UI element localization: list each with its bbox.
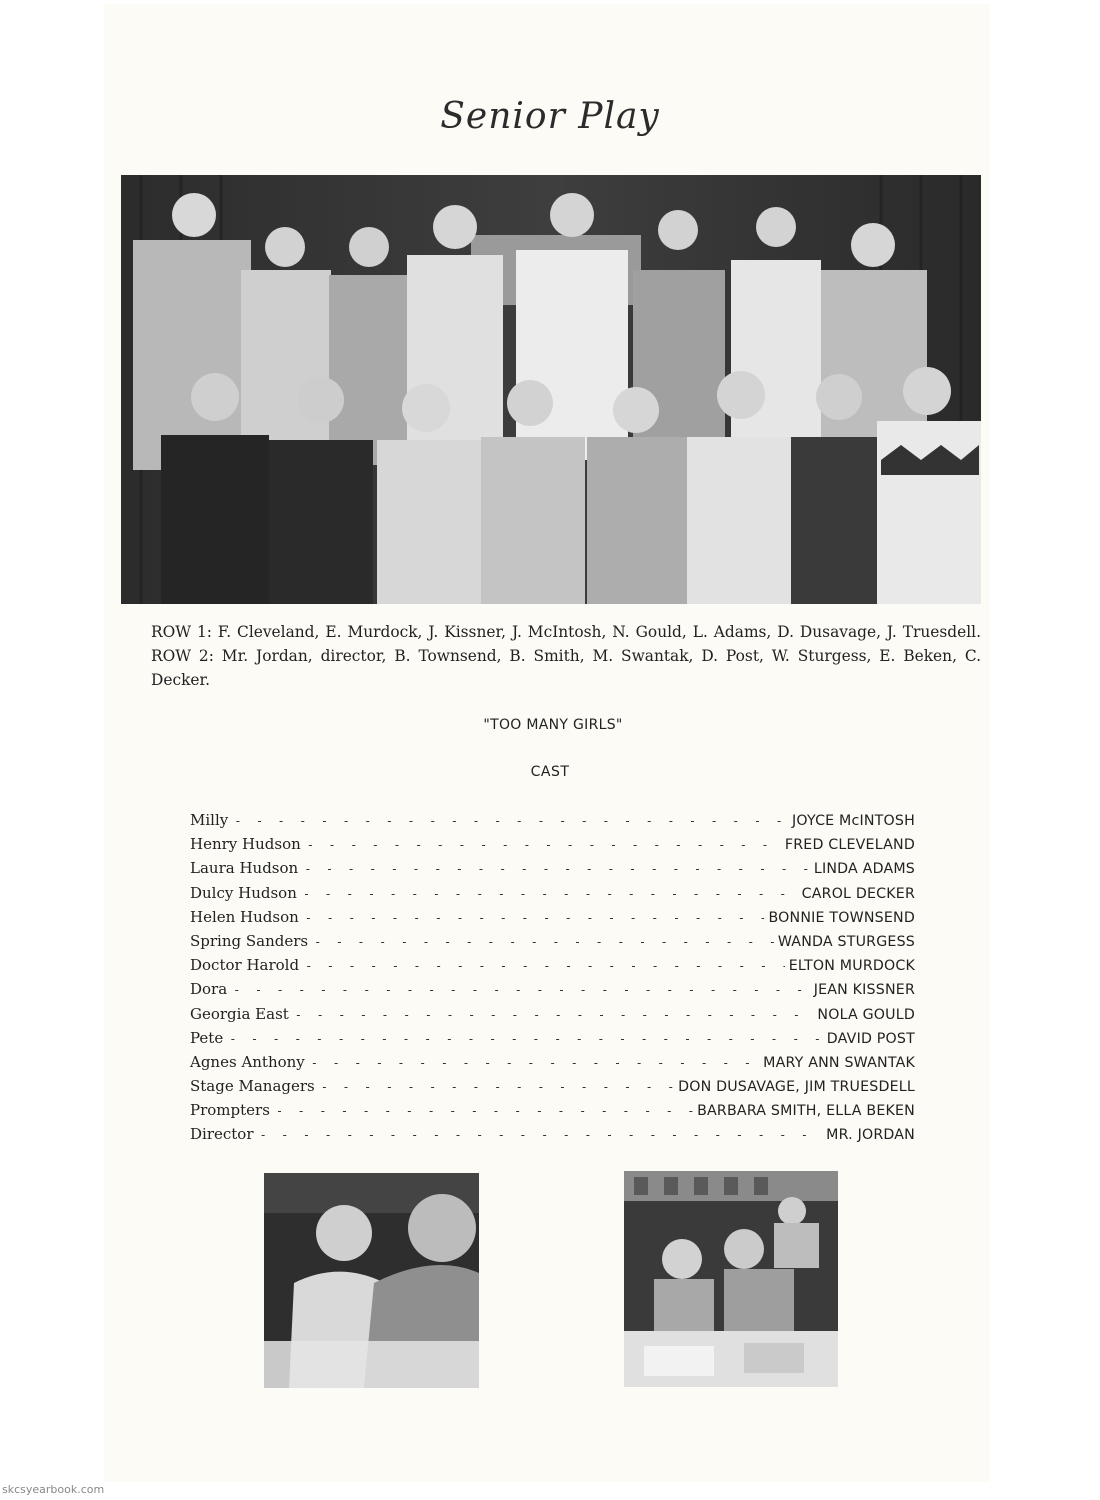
cast-actor: DON DUSAVAGE, JIM TRUESDELL	[678, 1079, 915, 1096]
dot-leader	[311, 1056, 759, 1070]
cast-actor: BONNIE TOWNSEND	[768, 909, 915, 926]
cast-role: Dora	[190, 980, 228, 999]
cast-role: Stage Managers	[190, 1077, 315, 1096]
cast-role: Helen Hudson	[190, 907, 299, 926]
cast-actor: NOLA GOULD	[817, 1006, 915, 1023]
cast-role: Agnes Anthony	[190, 1052, 305, 1071]
cast-actor: DAVID POST	[826, 1030, 915, 1047]
cast-role: Prompters	[190, 1101, 270, 1120]
dot-leader	[314, 935, 774, 949]
cast-row	[190, 884, 915, 908]
cast-list	[190, 811, 915, 1150]
cast-actor: FRED CLEVELAND	[784, 837, 915, 854]
cast-role: Henry Hudson	[190, 835, 301, 854]
cast-row	[190, 1053, 915, 1077]
dot-leader	[304, 862, 810, 876]
cast-role: Pete	[190, 1028, 224, 1047]
makeup-photo-left	[264, 1173, 479, 1388]
makeup-photo-right	[624, 1171, 838, 1387]
cast-actor: JOYCE McINTOSH	[792, 813, 915, 829]
cast-actor: ELTON MURDOCK	[788, 958, 915, 975]
dot-leader	[303, 887, 798, 901]
cast-row	[190, 859, 915, 883]
cast-actor: CAROL DECKER	[801, 885, 915, 902]
watermark: skcsyearbook.com	[2, 1483, 105, 1496]
dot-leader	[229, 1032, 823, 1046]
cast-row	[190, 932, 915, 956]
photo-caption: ROW 1: F. Cleveland, E. Murdock, J. Kissner, J. McIntosh, N. Gould, L. Adams, D. Dusavage, J. Truesdell. ROW 2: Mr. Jordan, director, B. Townsend, B. Smith, M. Swantak, D. Post, W. Sturgess, E. Beken, C. Decker.	[151, 623, 981, 689]
dot-leader	[276, 1104, 693, 1118]
cast-role: Dulcy Hudson	[190, 883, 297, 902]
cast-actor: MR. JORDAN	[826, 1127, 915, 1144]
cast-role: Spring Sanders	[190, 931, 309, 950]
cast-actor: BARBARA SMITH, ELLA BEKEN	[697, 1103, 915, 1120]
dot-leader	[321, 1080, 674, 1094]
page-title: Senior Play	[440, 96, 660, 137]
cast-actor: LINDA ADAMS	[813, 861, 915, 878]
cast-role: Laura Hudson	[190, 859, 299, 878]
cast-row	[190, 1029, 915, 1053]
cast-row	[190, 811, 915, 835]
cast-actor: WANDA STURGESS	[777, 933, 915, 950]
dot-leader	[305, 911, 765, 925]
cast-row	[190, 956, 915, 980]
dot-leader	[307, 838, 781, 852]
cast-actor: JEAN KISSNER	[813, 982, 915, 999]
makeup-photo-right-image	[624, 1171, 838, 1387]
cast-row	[190, 1077, 915, 1101]
dot-leader	[295, 1008, 814, 1022]
cast-row	[190, 835, 915, 859]
dot-leader	[305, 959, 785, 973]
cast-actor: MARY ANN SWANTAK	[763, 1054, 915, 1071]
cast-role: Georgia East	[190, 1004, 289, 1023]
dot-leader	[260, 1128, 823, 1142]
cast-role: Doctor Harold	[190, 956, 300, 975]
makeup-photo-left-image	[264, 1173, 479, 1388]
group-photo	[121, 175, 981, 604]
dot-leader	[234, 814, 788, 828]
group-photo-image	[121, 175, 981, 604]
cast-row	[190, 1005, 915, 1029]
dot-leader	[233, 983, 810, 997]
cast-role: Milly	[190, 811, 229, 829]
cast-row	[190, 1125, 915, 1149]
play-title: "TOO MANY GIRLS"	[483, 717, 623, 733]
cast-heading: CAST	[530, 764, 570, 780]
cast-row	[190, 908, 915, 932]
cast-row	[190, 980, 915, 1004]
cast-row	[190, 1101, 915, 1125]
cast-role: Director	[190, 1125, 254, 1144]
